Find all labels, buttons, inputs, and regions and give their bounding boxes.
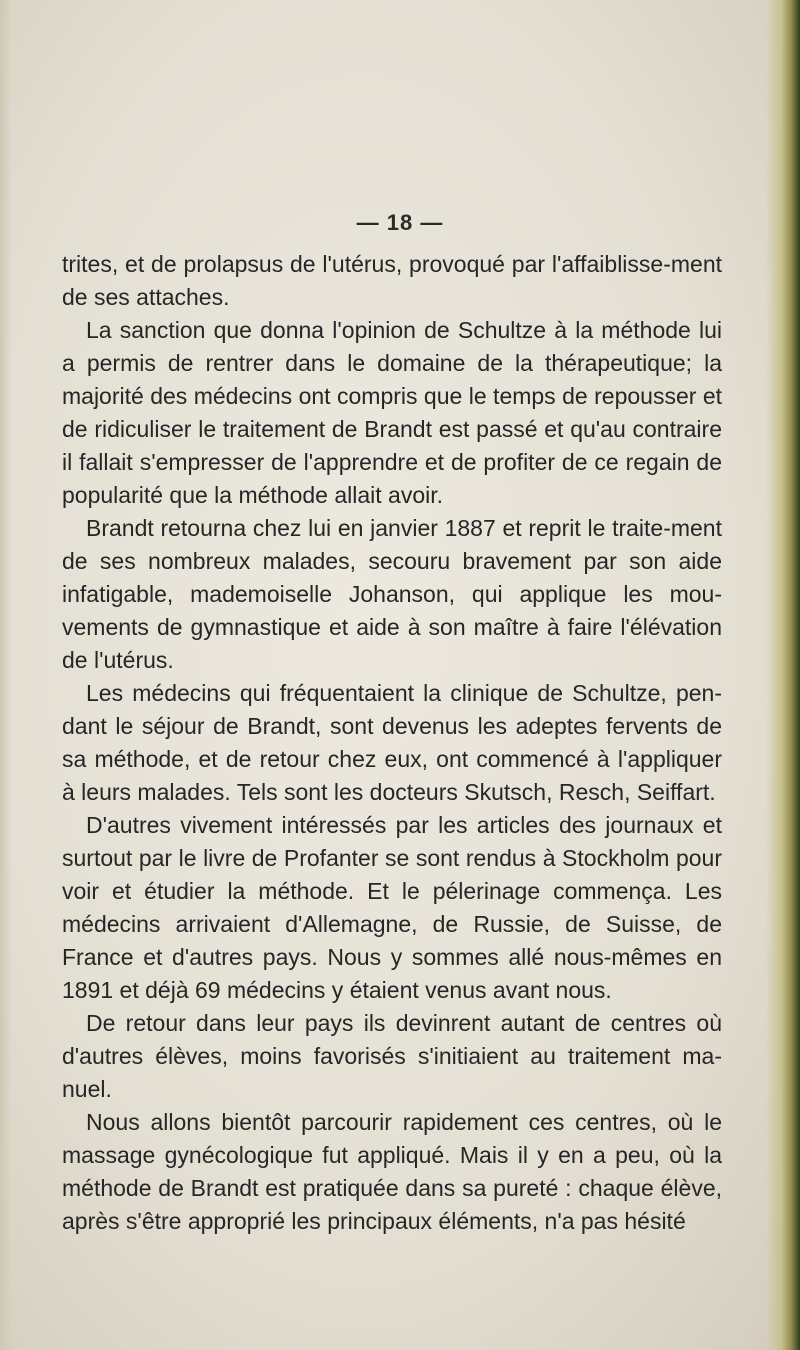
paragraph: Brandt retourna chez lui en janvier 1887 et reprit le traite-ment de ses nombreux malades, secouru bravement par son aide infatigable, mademoiselle Johanson, qui applique les mou-vements de gymnastique et aide à son maître à faire l'élévation de l'utérus. bbox=[62, 515, 722, 673]
paragraph: Nous allons bientôt parcourir rapidement ces centres, où le massage gynécologique fut appliqué. Mais il y en a peu, où la méthode de Brandt est pratiquée dans sa pureté : chaque élève, après s'être approprié les principaux éléments, n'a pas hésité bbox=[62, 1109, 722, 1234]
page-binding-edge bbox=[766, 0, 800, 1350]
paragraph: Les médecins qui fréquentaient la clinique de Schultze, pen-dant le séjour de Brandt, sont devenus les adeptes fervents de sa méthode, et de retour chez eux, ont commencé à l'appliquer à leurs malades. Tels sont les docteurs Skutsch, Resch, Seiffart. bbox=[62, 680, 722, 805]
paragraph: D'autres vivement intéressés par les articles des journaux et surtout par le livre de Profanter se sont rendus à Stockholm pour voir et étudier la méthode. Et le pélerinage commença. Les médecins arrivaient d'Allemagne, de Russie, de Suisse, de France et d'autres pays. Nous y sommes allé nous-mêmes en 1891 et déjà 69 médecins y étaient venus avant nous. bbox=[62, 812, 722, 1003]
paragraph: La sanction que donna l'opinion de Schultze à la méthode lui a permis de rentrer dans le domaine de la thérapeutique; la majorité des médecins ont compris que le temps de repousser et de ridiculiser le traitement de Brandt est passé et qu'au contraire il fallait s'empresser de l'apprendre et de profiter de ce regain de popularité que la méthode allait avoir. bbox=[62, 317, 722, 508]
page-left-shadow bbox=[0, 0, 12, 1350]
page-number: — 18 — bbox=[356, 210, 444, 235]
paragraph: trites, et de prolapsus de l'utérus, provoqué par l'affaiblisse-ment de ses attaches. bbox=[62, 251, 722, 310]
body-text bbox=[62, 248, 722, 1238]
paragraph: De retour dans leur pays ils devinrent autant de centres où d'autres élèves, moins favorisés s'initiaient au traitement ma-nuel. bbox=[62, 1010, 722, 1102]
